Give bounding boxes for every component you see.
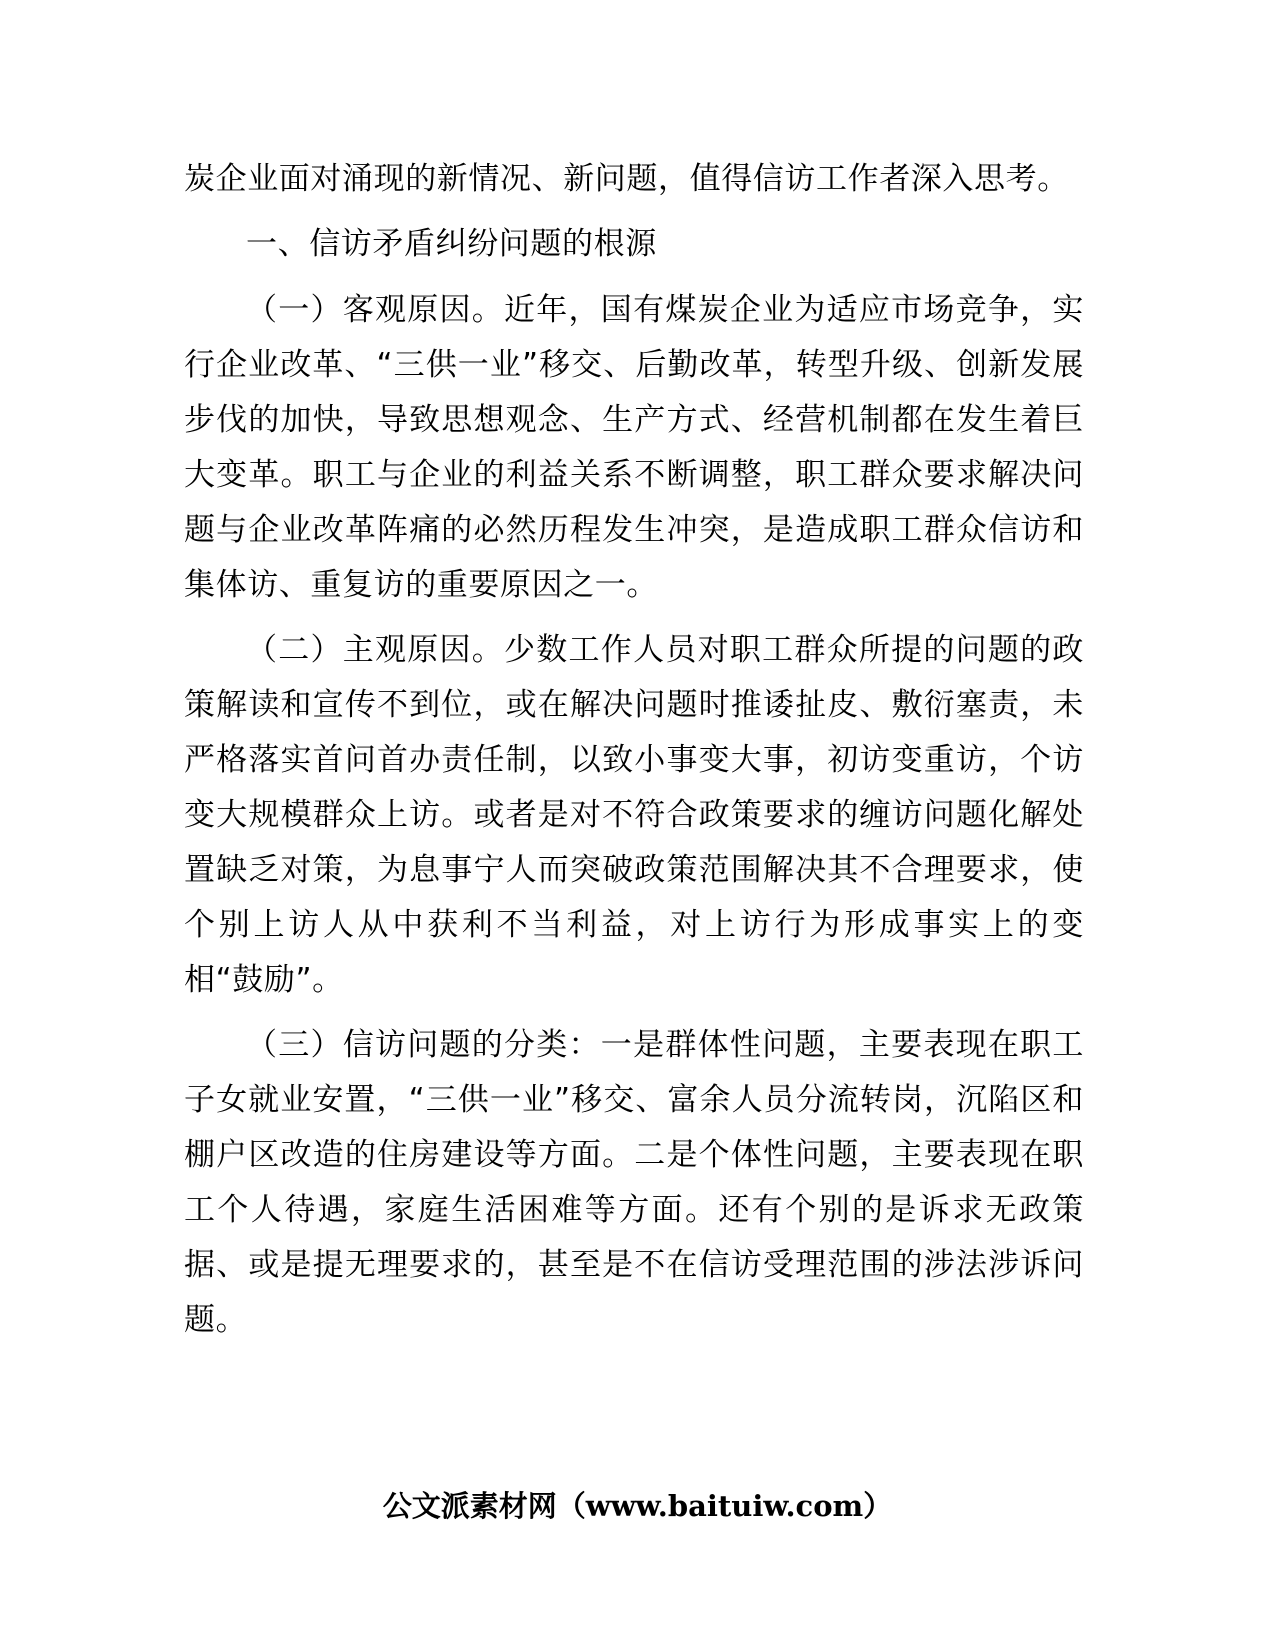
document-body xyxy=(184,152,1084,1358)
section-heading: 一、信访矛盾纠纷问题的根源 xyxy=(246,226,657,262)
footer-watermark: 公文派素材网（www.baituiw.com） xyxy=(382,1489,893,1523)
paragraph-classification: （三）信访问题的分类：一是群体性问题，主要表现在职工子女就业安置，“三供一业”移交、富余人员分流转岗，沉陷区和棚户区改造的住房建设等方面。二是个体性问题，主要表现在职工个人待遇，家庭生活困难等方面。还有个别的是诉求无政策据、或是提无理要求的，甚至是不在信访受理范围的涉法涉诉问题。 xyxy=(184,1027,1084,1338)
paragraph-objective-causes: （一）客观原因。近年，国有煤炭企业为适应市场竞争，实行企业改革、“三供一业”移交、后勤改革，转型升级、创新发展步伐的加快，导致思想观念、生产方式、经营机制都在发生着巨大变革。职工与企业的利益关系不断调整，职工群众要求解决问题与企业改革阵痛的必然历程发生冲突，是造成职工群众信访和集体访、重复访的重要原因之一。 xyxy=(184,292,1084,603)
continuation-paragraph: 炭企业面对涌现的新情况、新问题，值得信访工作者深入思考。 xyxy=(184,161,1069,197)
paragraph-subjective-causes: （二）主观原因。少数工作人员对职工群众所提的问题的政策解读和宣传不到位，或在解决问题时推诿扯皮、敷衍塞责，未严格落实首问首办责任制，以致小事变大事，初访变重访，个访变大规模群众上访。或者是对不符合政策要求的缠访问题化解处置缺乏对策，为息事宁人而突破政策范围解决其不合理要求，使个别上访人从中获利不当利益，对上访行为形成事实上的变相“鼓励”。 xyxy=(184,632,1084,998)
